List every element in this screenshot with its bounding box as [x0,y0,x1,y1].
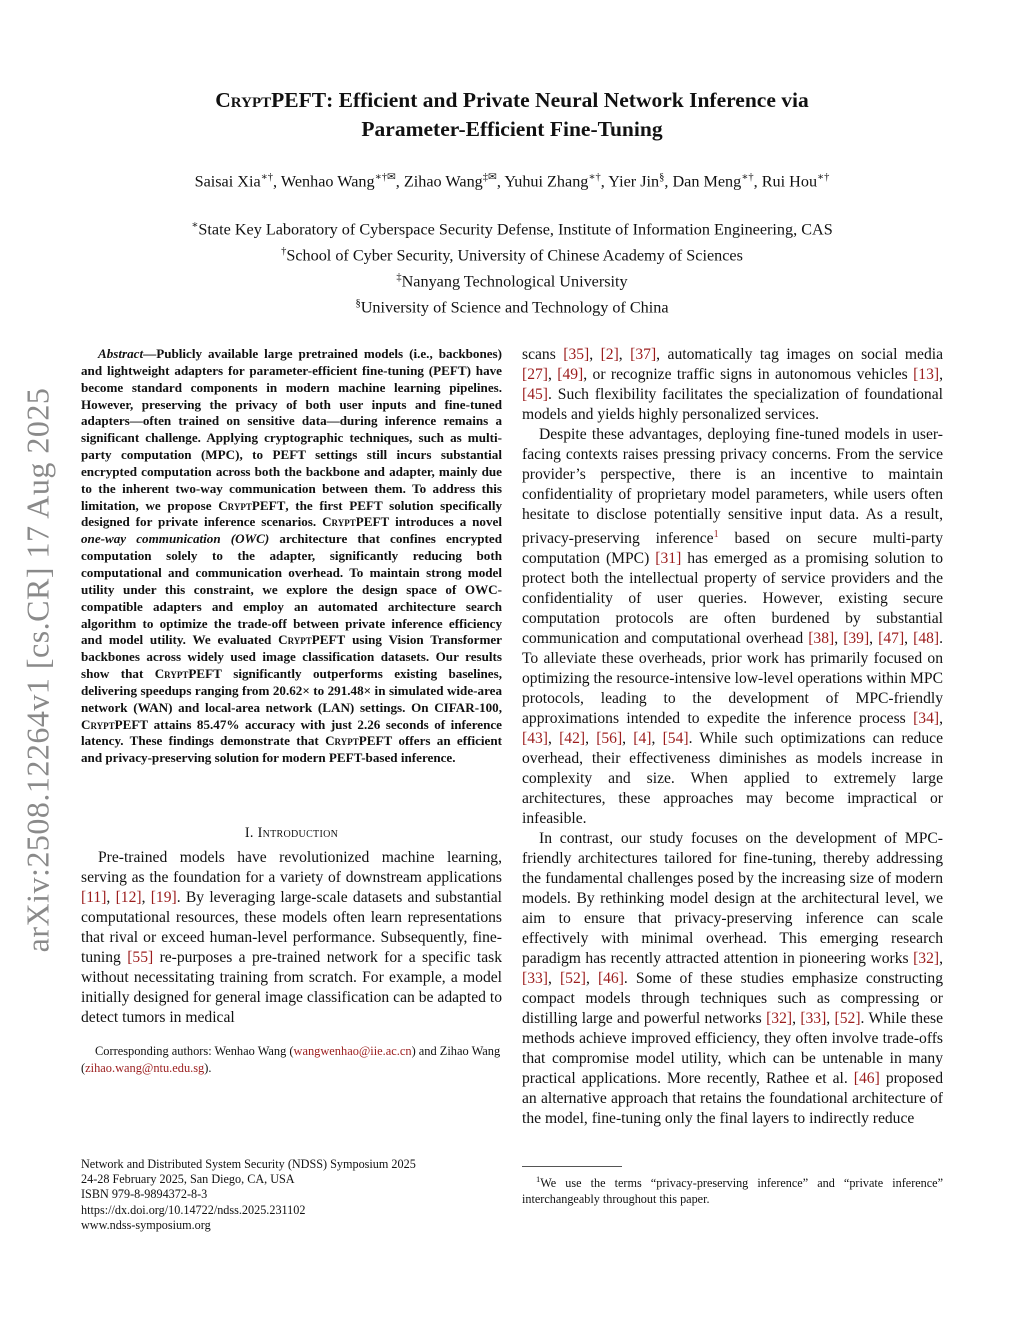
author-name: Saisai Xia [194,172,261,191]
citation-link[interactable]: [48] [913,630,940,648]
paragraph [522,345,943,425]
footnote-marker[interactable]: 1 [713,529,719,540]
right-column-text [522,345,943,1129]
text: , automatically tag images on social media [656,346,944,363]
text: . To alleviate these overheads, prior work has primarily focused on optimizing the resource-intensive low-level operations within MPC protocols, leading to the development of MPC-friendly approximations intended to expedite the inference process [522,630,944,728]
text: , [651,730,663,748]
text: , [792,1010,801,1028]
abstract-text: architecture that confines encrypted computation solely to the adapter, significantly reducing both computational and communication overhead. To maintain strong model utility under this constraint, we explore the design space of OWC-compatible adapters and employ an automated architecture search algorithm to optimize the trade-off between private inference efficiency and model utility. We evaluated [81,531,502,648]
text: , [618,346,631,363]
citation-link[interactable]: [34] [913,710,940,728]
affiliation [80,241,944,267]
system-name: CryptPEFT [322,514,390,530]
author-name: Yuhui Zhang [504,172,589,191]
affiliation-text: School of Cyber Security, University of Chinese Academy of Sciences [286,246,743,265]
abstract [81,346,502,767]
affiliation-text: State Key Laboratory of Cyberspace Security Defense, Institute of Information Engineering, CAS [198,220,833,239]
affiliation-mark: ‡ [396,271,402,283]
text: , [547,730,560,748]
author-marks: ∗†✉ [374,172,396,183]
paragraph [522,425,943,829]
footnote-text: We use the terms “privacy-preserving inference” and “private inference” interchangeably throughout this paper. [522,1176,943,1207]
text: , [547,366,558,383]
citation-link[interactable]: [35] [563,346,590,363]
title-line2: Parameter-Efficient Fine-Tuning [361,117,663,141]
text: Corresponding authors: Wenhao Wang ( [95,1044,294,1058]
text: ). [204,1061,212,1075]
paper-title [100,86,924,144]
text: , [939,710,943,728]
abstract-text: , the first PEFT solution specifically designed for private inference scenarios. [81,497,503,530]
author-marks: ∗† [260,172,274,183]
email-link[interactable]: wangwenhao@iie.ac.cn [293,1044,412,1058]
arxiv-stamp [8,370,68,970]
text: , [585,730,597,748]
citation-link[interactable]: [32] [766,1010,793,1028]
text: Pre-trained models have revolutionized machine learning, serving as the foundation for a variety of downstream applications [81,849,502,886]
citation-link[interactable]: [37] [630,346,657,363]
arxiv-stamp-text: arXiv:2508.12264v1 [cs.CR] 17 Aug 2025 [19,387,56,953]
citation-link[interactable]: [13] [913,366,940,383]
citation-link[interactable]: [46] [853,1070,880,1088]
author-name: Wenhao Wang [280,172,375,191]
abstract-text: —Publicly available large pretrained models (i.e., backbones) and lightweight adapters for parameter-efficient fine-tuning (PEFT) have become standard components in modern machine learning pipelines. However, preserving the privacy of both user inputs and fine-tuned adapters—often trained on sensitive data—during inference remains a significant challenge. Applying cryptographic techniques, such as multi-party computation (MPC), to PEFT settings still incurs substantial encrypted computation across both the backbone and adapter, mainly due to the inherent two-way communication between them. To address this limitation, we propose [81,346,502,513]
text: proposed an alternative approach that retains the foundational architecture of the model, fine-tuning only the final layers to indirectly reduce [522,1070,943,1128]
citation-link[interactable]: [55] [127,949,154,966]
affiliation-list [80,215,944,319]
text: has emerged as a promising solution to protect both the intellectual property of service providers and the confidentiality of user queries. However, existing secure computation protocols are often burdened by substantial communication and computational overhead [522,550,943,648]
author-marks: ∗† [741,172,754,183]
citation-link[interactable]: [19] [150,889,177,906]
abstract-emphasis: one-way communication (OWC) [81,531,270,547]
paragraph [522,829,943,1129]
system-name: CryptPEFT [81,716,149,732]
author-marks: § [659,172,665,183]
author-name: Yier Jin [608,172,660,191]
author-list: Saisai Xia∗†, Wenhao Wang∗†✉, Zihao Wang‡✉, Yuhui Zhang∗†, Yier Jin§, Dan Meng∗†, Rui Hou∗† [194,172,830,191]
affiliation [80,293,944,319]
author-name: Rui Hou [761,172,818,191]
affiliation-mark: ∗ [191,220,199,231]
citation-link[interactable]: [11] [81,889,107,906]
text: , [826,1010,835,1028]
citation-link[interactable]: [54] [662,730,689,748]
text: Despite these advantages, deploying fine-tuned models in user-facing contexts raises pressing privacy concerns. From the service provider’s perspective, there is an incentive to maintain confidentiality of proprietary model parameters, while users often hesitate to disclose potentially sensitive input data. As a result, privacy-preserving inference [522,426,943,548]
text: , [547,970,560,988]
citation-link[interactable]: [33] [522,970,548,988]
abstract-text: using Vision Transformer backbones across widely used image classification datasets. Our results show that [81,632,502,682]
text: re-purposes a pre-trained network for a specific task without necessitating training from scratch. For example, a model initially designed for general image classification can be adapted to detect tumors in medical [81,949,502,1026]
text: , [589,346,601,363]
citation-link[interactable]: [43] [522,730,548,748]
venue-line: ISBN 979-8-9894372-8-3 [81,1187,208,1202]
author-name: Zihao Wang [403,172,483,191]
text: . Such flexibility facilitates the specialization of foundational models and yields highly personalized services. [522,386,943,423]
system-name: CryptPEFT [218,497,286,513]
venue-line: 24-28 February 2025, San Diego, CA, USA [81,1172,295,1187]
system-name: CryptPEFT [278,632,346,648]
text: . By leveraging large-scale datasets and substantial computational resources, these models often learn representations that rival or exceed human-level performance. Subsequently, fine-tuning [81,889,503,966]
text: based on secure multi-party computation (MPC) [522,530,944,568]
citation-link[interactable]: [46] [597,970,624,988]
citation-link[interactable]: [39] [843,630,870,648]
citation-link[interactable]: [52] [559,970,586,988]
citation-link[interactable]: [47] [878,630,905,648]
text: , [834,630,844,648]
footnote [522,1171,943,1207]
abstract-text: significantly outperforms existing baselines, delivering speedups ranging from 20.62× to 291.48× in simulated wide-area network (WAN) and local-area network (LAN) settings. On CIFAR-100, [81,666,502,715]
citation-link[interactable]: [45] [522,386,548,403]
citation-link[interactable]: [49] [557,366,584,383]
text: , [904,630,914,648]
title-system-name: CryptPEFT [215,88,327,112]
text: , or recognize traffic signs in autonomous vehicles [583,366,914,383]
author-marks: ∗† [588,172,601,183]
text: In contrast, our study focuses on the development of MPC-friendly architectures tailored for fine-tuning, thereby addressing the fundamental challenges posed by the increasing size of modern models. By rethinking model design at the architectural level, we aim to ensure that privacy-preserving inference can scale effectively with minimal overhead. This emerging research paradigm has recently attracted attention in pioneering works [522,830,943,968]
citation-link[interactable]: [56] [596,730,623,748]
venue-line: Network and Distributed System Security (NDSS) Symposium 2025 [81,1157,416,1171]
text: , [869,630,879,648]
citation-link[interactable]: [38] [808,630,835,648]
venue-line: https://dx.doi.org/10.14722/ndss.2025.231102 [81,1202,306,1217]
text: . Some of these studies emphasize constructing compact models through techniques such as compressing or distilling large and powerful networks [522,970,944,1028]
text: , [585,970,598,988]
section-number: I. [244,825,254,841]
intro-paragraph [81,848,502,1028]
citation-link[interactable]: [42] [559,730,586,748]
footnote-mark: 1 [536,1174,541,1184]
abstract-text: attains 85.47% accuracy with just 2.26 seconds of inference latency. These findings demonstrate that [81,716,502,749]
citation-link[interactable]: [27] [522,366,548,383]
footnote-divider [522,1166,622,1167]
corresponding-authors-footnote [81,1043,502,1077]
intro-text [81,848,502,1028]
section-heading [81,825,502,842]
citation-link[interactable]: [33] [800,1010,827,1028]
text: , [622,730,634,748]
affiliation [80,267,944,293]
text: . While these methods achieve improved efficiency, they often involve trade-offs that compromise model utility, which can be untenable in many practical applications. More recently, Rathee et al. [522,1010,943,1088]
affiliation-text: University of Science and Technology of China [360,298,669,317]
affiliation [80,215,944,241]
abstract-text: offers an efficient and privacy-preserving solution for modern PEFT-based inference. [81,733,502,766]
citation-link[interactable]: [12] [115,889,142,906]
title-line1: : Efficient and Private Neural Network Inference via [326,88,809,112]
affiliation-mark: § [355,297,361,309]
text: , [141,889,151,906]
author-marks: ‡✉ [482,172,497,183]
venue-info [81,1157,416,1233]
text: . While such optimizations can reduce overhead, their effectiveness diminishes as models increase in complexity and size. When applied to extremely large architectures, these approaches may become impractical or infeasible. [522,730,943,828]
section-title: Introduction [257,825,339,841]
abstract-lead: Abstract [98,346,144,361]
citation-link[interactable]: [4] [633,730,652,748]
system-name: CryptPEFT [154,666,222,682]
affiliation-mark: † [281,245,287,257]
author-marks: ∗† [817,172,830,183]
text: , [106,889,116,906]
text: , [939,366,943,383]
email-link[interactable]: zihao.wang@ntu.edu.sg [85,1061,205,1075]
affiliation-text: Nanyang Technological University [401,272,628,291]
citation-link[interactable]: [31] [655,550,682,568]
abstract-paragraph [81,346,502,767]
system-name: CryptPEFT [325,733,393,749]
citation-link[interactable]: [32] [913,950,940,968]
author-name: Dan Meng [672,172,742,191]
abstract-text: introduces a novel [389,514,502,530]
text: , [939,950,943,968]
citation-link[interactable]: [52] [834,1010,861,1028]
text: scans [522,346,564,363]
text: ) and Zihao Wang ( [81,1044,501,1075]
venue-line: www.ndss-symposium.org [81,1217,211,1232]
citation-link[interactable]: [2] [600,346,619,363]
